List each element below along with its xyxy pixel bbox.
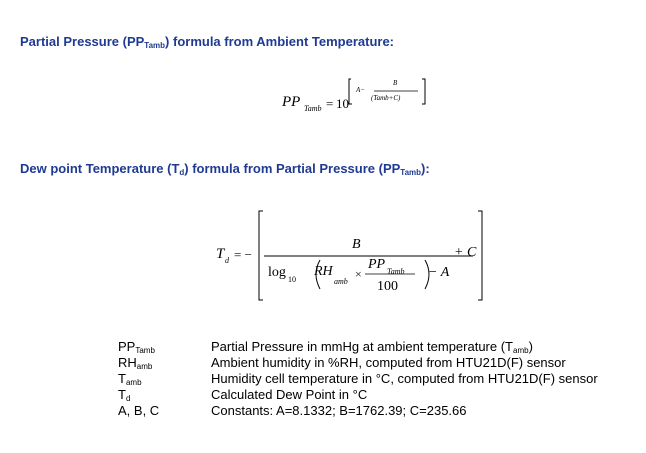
formula-rh-subscript: amb [334,277,348,286]
formula-log-subscript: 10 [288,275,296,284]
formula-log: log [268,265,286,280]
heading-subscript: d [179,168,185,177]
heading-text: Dew point Temperature (T [20,161,180,176]
formula-minus-a: − A [428,265,450,280]
formula-numerator-b: B [352,237,361,252]
legend-symbol: $RH_{amb}$ [118,355,153,371]
formula-lhs-subscript: d [225,256,229,265]
formula-equals: = [326,96,334,111]
legend-symbol: $PP_{Tamb}$ [118,339,155,355]
heading-text: Partial Pressure (PP [20,34,145,49]
formula-base: 10 [336,96,349,111]
heading-text: ): [421,161,430,176]
formula-rh: RH [314,264,333,279]
formula-equals-minus: = − [234,247,252,262]
legend-description: Partial Pressure in mmHg at ambient temperature $(T_{amb})$ [211,339,533,355]
formula-times: × [355,267,362,281]
legend-symbol: A, B, C [118,403,160,418]
legend-symbol: $T_d$ [118,387,131,403]
exponent-numerator: B [393,79,398,87]
exponent-a: A− [356,86,365,94]
legend-symbol: $T_{amb}$ [118,371,142,387]
legend-description: Ambient humidity in %RH, computed from HTU21D(F) sensor [211,355,566,370]
formula-lhs-subscript: Tamb [304,104,322,113]
formula-hundred: 100 [377,279,398,294]
legend-description: Calculated Dew Point in °C [211,387,368,402]
heading-partial-pressure [20,34,394,50]
heading-subscript: Tamb [400,168,422,177]
legend-description: Constants: A=8.1332; B=1762.39; C=235.66 [211,403,467,418]
formula-pp: PP [368,257,386,272]
formula-plus-c: + C [454,245,477,260]
legend-description: Humidity cell temperature in °C, computed from HTU21D(F) sensor [211,371,598,386]
formula-lhs: PP [282,94,301,110]
heading-dew-point [20,161,430,177]
heading-subscript: Tamb [144,41,166,50]
heading-text: ) formula from Ambient Temperature: [165,34,395,49]
exponent-denominator: (Tamb+C) [371,94,401,102]
formula-lhs: T [216,246,225,262]
heading-text: ) formula from Partial Pressure (PP [184,161,401,176]
formula-pp-subscript: Tamb [387,267,405,276]
